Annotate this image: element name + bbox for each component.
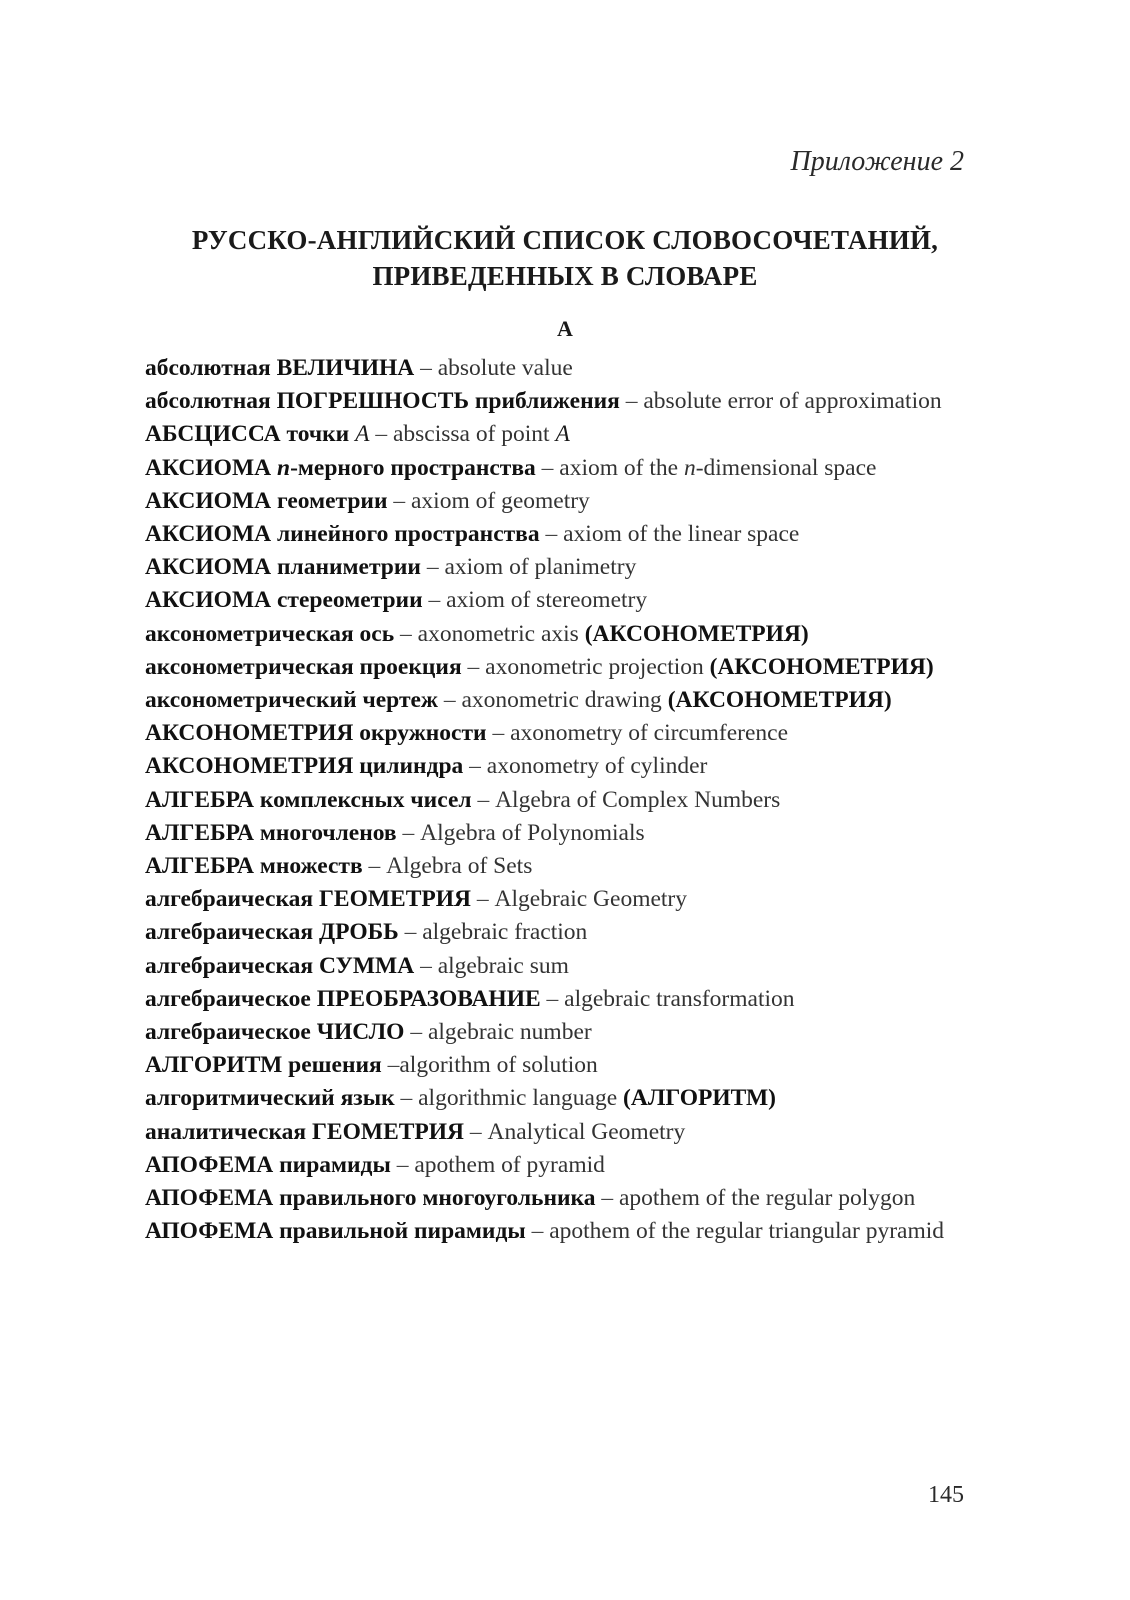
entry-separator: – [461, 653, 486, 680]
glossary-entry [145, 850, 963, 883]
entry-separator: – [437, 687, 462, 714]
glossary-entry [145, 983, 963, 1016]
entry-variable: n [276, 454, 291, 481]
glossary-entry [145, 883, 963, 916]
entry-separator: – [420, 554, 445, 581]
entry-russian-term: алгоритмический язык [145, 1085, 395, 1112]
entry-english-term: apothem of the regular polygon [618, 1185, 916, 1212]
page-title [0, 222, 1130, 294]
entry-separator: – [422, 587, 447, 614]
entry-separator: – [369, 421, 393, 448]
entry-russian-term: АКСИОМА стереометрии [145, 587, 423, 614]
entry-variable: A [355, 421, 370, 448]
entry-english-term: axonometry of cylinder [486, 753, 708, 780]
entry-english-term: algorithm of solution [399, 1052, 598, 1079]
page-title-line-2: ПРИВЕДЕННЫХ В СЛОВАРЕ [372, 261, 758, 291]
glossary-entry [145, 1215, 963, 1248]
entry-russian-term: абсолютная ПОГРЕШНОСТЬ приближения [145, 388, 620, 415]
entry-separator: – [414, 952, 438, 979]
glossary-entry [145, 651, 963, 684]
entry-separator: – [414, 355, 438, 381]
entry-russian-term: АКСИОМА линейного пространства [145, 521, 540, 548]
glossary-entry [145, 452, 963, 485]
entry-english-term: absolute value [437, 355, 573, 381]
entry-russian-term: аксонометрическая проекция [145, 653, 462, 680]
entry-russian-term: АЛГЕБРА многочленов [145, 819, 397, 846]
glossary-entry [145, 950, 963, 983]
entry-separator: – [362, 853, 387, 880]
glossary-entry [145, 1149, 963, 1182]
entry-russian-term: АКСОНОМЕТРИЯ окружности [145, 720, 487, 747]
entry-russian-term: АПОФЕМА правильного многоугольника [145, 1185, 596, 1212]
entry-separator: – [535, 454, 560, 481]
glossary-entry [145, 584, 963, 617]
entry-russian-term: АКСИОМА [145, 454, 272, 481]
entry-russian-term: аксонометрический чертеж [145, 687, 438, 714]
entry-english-term: axiom of geometry [411, 487, 590, 514]
entry-russian-term: АЛГЕБРА комплексных чисел [145, 786, 472, 813]
entry-separator: – [595, 1185, 619, 1212]
entry-separator: – [463, 753, 487, 780]
entry-separator: – [486, 720, 511, 747]
entry-separator: – [471, 786, 496, 813]
entry-cross-reference: (АКСОНОМЕТРИЯ) [667, 687, 892, 714]
entry-english-term: absolute error of approximation [643, 388, 942, 415]
glossary-entry [145, 385, 963, 418]
entry-russian-term: АКСИОМА геометрии [145, 487, 388, 514]
entry-separator: – [394, 620, 418, 647]
entry-cross-reference: (АЛГОРИТМ) [623, 1085, 776, 1112]
glossary-entry [145, 1116, 963, 1149]
glossary-entry [145, 418, 963, 451]
entry-english-term: algebraic transformation [564, 985, 795, 1012]
entry-russian-term: АКСОНОМЕТРИЯ цилиндра [145, 753, 464, 780]
entry-separator: – [464, 1118, 488, 1145]
entry-separator: – [619, 388, 644, 415]
entry-russian-term: АПОФЕМА правильной пирамиды [145, 1218, 526, 1245]
entry-english-term: axiom of the linear space [563, 521, 800, 548]
entry-russian-term: алгебраическая ГЕОМЕТРИЯ [145, 886, 472, 913]
entry-english-term: Analytical Geometry [487, 1118, 686, 1145]
glossary-entry [145, 1016, 963, 1049]
glossary-entry [145, 518, 963, 551]
entry-english-term: algorithmic language [418, 1085, 618, 1112]
entry-separator: – [404, 1019, 428, 1046]
glossary-entry [145, 717, 963, 750]
entry-separator: – [381, 1052, 400, 1079]
entry-russian-term: аксонометрическая ось [145, 620, 395, 647]
entry-russian-term: алгебраическая СУММА [145, 952, 415, 979]
glossary-entry [145, 916, 963, 949]
glossary-entry [145, 817, 963, 850]
entry-russian-term: АБСЦИССА точки [145, 421, 350, 448]
entry-cross-reference: (АКСОНОМЕТРИЯ) [709, 653, 934, 680]
entry-english-term: apothem of pyramid [414, 1151, 605, 1178]
entry-english-term-rest: -dimensional space [695, 454, 877, 481]
entry-cross-reference: (АКСОНОМЕТРИЯ) [584, 620, 809, 647]
entry-english-term: algebraic number [427, 1019, 592, 1046]
entry-english-term: axonometry of circumference [510, 720, 789, 747]
entry-russian-term: АКСИОМА планиметрии [145, 554, 421, 581]
glossary-entry [145, 1082, 963, 1115]
glossary-entry-list [145, 352, 963, 1248]
entry-separator: – [390, 1151, 415, 1178]
glossary-entry [145, 1182, 963, 1215]
entry-separator: – [396, 819, 421, 846]
appendix-label: Приложение 2 [790, 146, 964, 177]
entry-english-term: abscissa of point [392, 421, 550, 448]
entry-russian-term: алгебраическое ЧИСЛО [145, 1019, 405, 1046]
entry-russian-term: аналитическая ГЕОМЕТРИЯ [145, 1118, 465, 1145]
entry-english-term: algebraic sum [437, 952, 569, 979]
entry-variable: A [555, 421, 570, 448]
page-title-line-1: РУССКО-АНГЛИЙСКИЙ СПИСОК СЛОВОСОЧЕТАНИЙ, [191, 225, 939, 255]
glossary-entry [145, 1049, 963, 1082]
entry-english-term: Algebra of Polynomials [420, 819, 645, 846]
entry-english-term: axiom of the [559, 454, 684, 481]
entry-russian-term: АЛГЕБРА множеств [145, 853, 363, 880]
entry-separator: – [539, 521, 564, 548]
entry-separator: – [525, 1218, 550, 1245]
entry-russian-term-rest: -мерного пространства [290, 454, 536, 481]
entry-separator: – [471, 886, 495, 913]
glossary-entry [145, 750, 963, 783]
entry-english-term: algebraic fraction [422, 919, 588, 946]
section-letter: А [557, 316, 573, 341]
page-number: 145 [928, 1482, 964, 1508]
entry-russian-term: алгебраическая ДРОБЬ [145, 919, 399, 946]
entry-english-term: Algebra of Complex Numbers [495, 786, 781, 813]
entry-english-term: axonometric drawing [461, 687, 662, 714]
entry-separator: – [398, 919, 423, 946]
glossary-entry [145, 352, 963, 385]
entry-english-term: Algebraic Geometry [494, 886, 688, 913]
glossary-entry [145, 684, 963, 717]
glossary-entry [145, 618, 963, 651]
glossary-entry [145, 485, 963, 518]
entry-variable: n [683, 454, 696, 481]
entry-english-term: axiom of stereometry [446, 587, 648, 614]
entry-english-term: Algebra of Sets [386, 853, 533, 880]
glossary-entry [145, 551, 963, 584]
entry-russian-term: алгебраическое ПРЕОБРАЗОВАНИЕ [145, 985, 541, 1012]
entry-separator: – [394, 1085, 419, 1112]
entry-english-term: apothem of the regular triangular pyramid [549, 1218, 945, 1245]
entry-russian-term: АЛГОРИТМ решения [145, 1052, 382, 1079]
entry-separator: – [540, 985, 565, 1012]
entry-english-term: axonometric projection [485, 653, 704, 680]
entry-english-term: axiom of planimetry [444, 554, 637, 581]
entry-russian-term: АПОФЕМА пирамиды [145, 1151, 391, 1178]
entry-separator: – [387, 487, 411, 514]
glossary-entry [145, 784, 963, 817]
entry-russian-term: абсолютная ВЕЛИЧИНА [145, 355, 415, 381]
entry-english-term: axonometric axis [417, 620, 579, 647]
